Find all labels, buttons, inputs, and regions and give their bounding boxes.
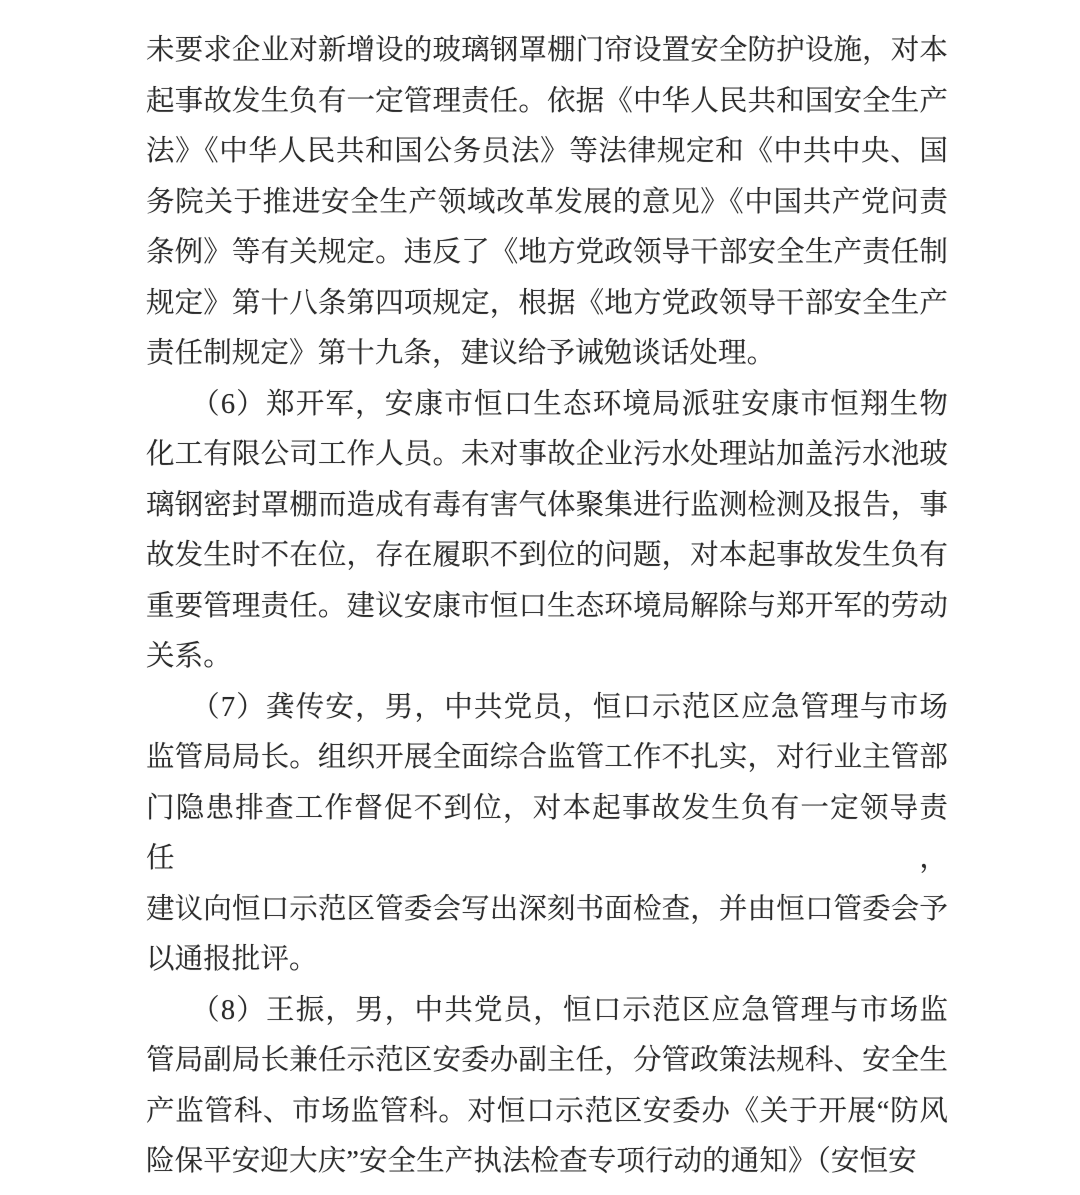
text-line: 监管局局长。组织开展全面综合监管工作不扎实，对行业主管部 xyxy=(146,742,948,773)
paragraph xyxy=(146,986,948,1188)
text-line: 建议向恒口示范区管委会写出深刻书面检查，并由恒口管委会予 xyxy=(146,893,948,925)
text-line: 故发生时不在位，存在履职不到位的问题，对本起事故发生负有 xyxy=(146,540,948,571)
paragraph xyxy=(146,26,948,380)
document-text-block xyxy=(146,26,948,1188)
text-line: 条例》等有关规定。违反了《地方党政领导干部安全生产责任制 xyxy=(146,237,948,268)
text-line: 法》《中华人民共和国公务员法》等法律规定和《中共中央、国 xyxy=(146,136,948,167)
text-line: 险保平安迎大庆”安全生产执法检查专项行动的通知》（安恒安 xyxy=(146,1146,917,1177)
text-line: 起事故发生负有一定管理责任。依据《中华人民共和国安全生产 xyxy=(146,85,948,117)
text-line: 未要求企业对新增设的玻璃钢罩棚门帘设置安全防护设施，对本 xyxy=(146,35,948,66)
text-line: 规定》第十八条第四项规定，根据《地方党政领导干部安全生产 xyxy=(146,287,948,319)
paragraph xyxy=(146,683,948,986)
text-line: 门隐患排查工作督促不到位，对本起事故发生负有一定领导责任， xyxy=(146,792,948,874)
text-line: 务院关于推进安全生产领域改革发展的意见》《中国共产党问责 xyxy=(146,186,948,218)
text-line: 化工有限公司工作人员。未对事故企业污水处理站加盖污水池玻 xyxy=(146,439,948,470)
text-line: 重要管理责任。建议安康市恒口生态环境局解除与郑开军的劳动 xyxy=(146,590,948,622)
text-line: 关系。 xyxy=(146,641,232,672)
paragraph xyxy=(146,380,948,683)
text-line: 璃钢密封罩棚而造成有毒有害气体聚集进行监测检测及报告，事 xyxy=(146,489,948,521)
text-line: 以通报批评。 xyxy=(146,944,318,975)
text-line: （8）王振，男，中共党员，恒口示范区应急管理与市场监 xyxy=(146,994,948,1026)
text-line: （7）龚传安，男，中共党员，恒口示范区应急管理与市场 xyxy=(146,691,948,723)
text-line: （6）郑开军，安康市恒口生态环境局派驻安康市恒翔生物 xyxy=(146,388,948,420)
text-line: 产监管科、市场监管科。对恒口示范区安委办《关于开展“防风 xyxy=(146,1095,948,1127)
text-line: 管局副局长兼任示范区安委办副主任，分管政策法规科、安全生 xyxy=(146,1045,948,1076)
text-line: 责任制规定》第十九条，建议给予诫勉谈话处理。 xyxy=(146,338,776,369)
